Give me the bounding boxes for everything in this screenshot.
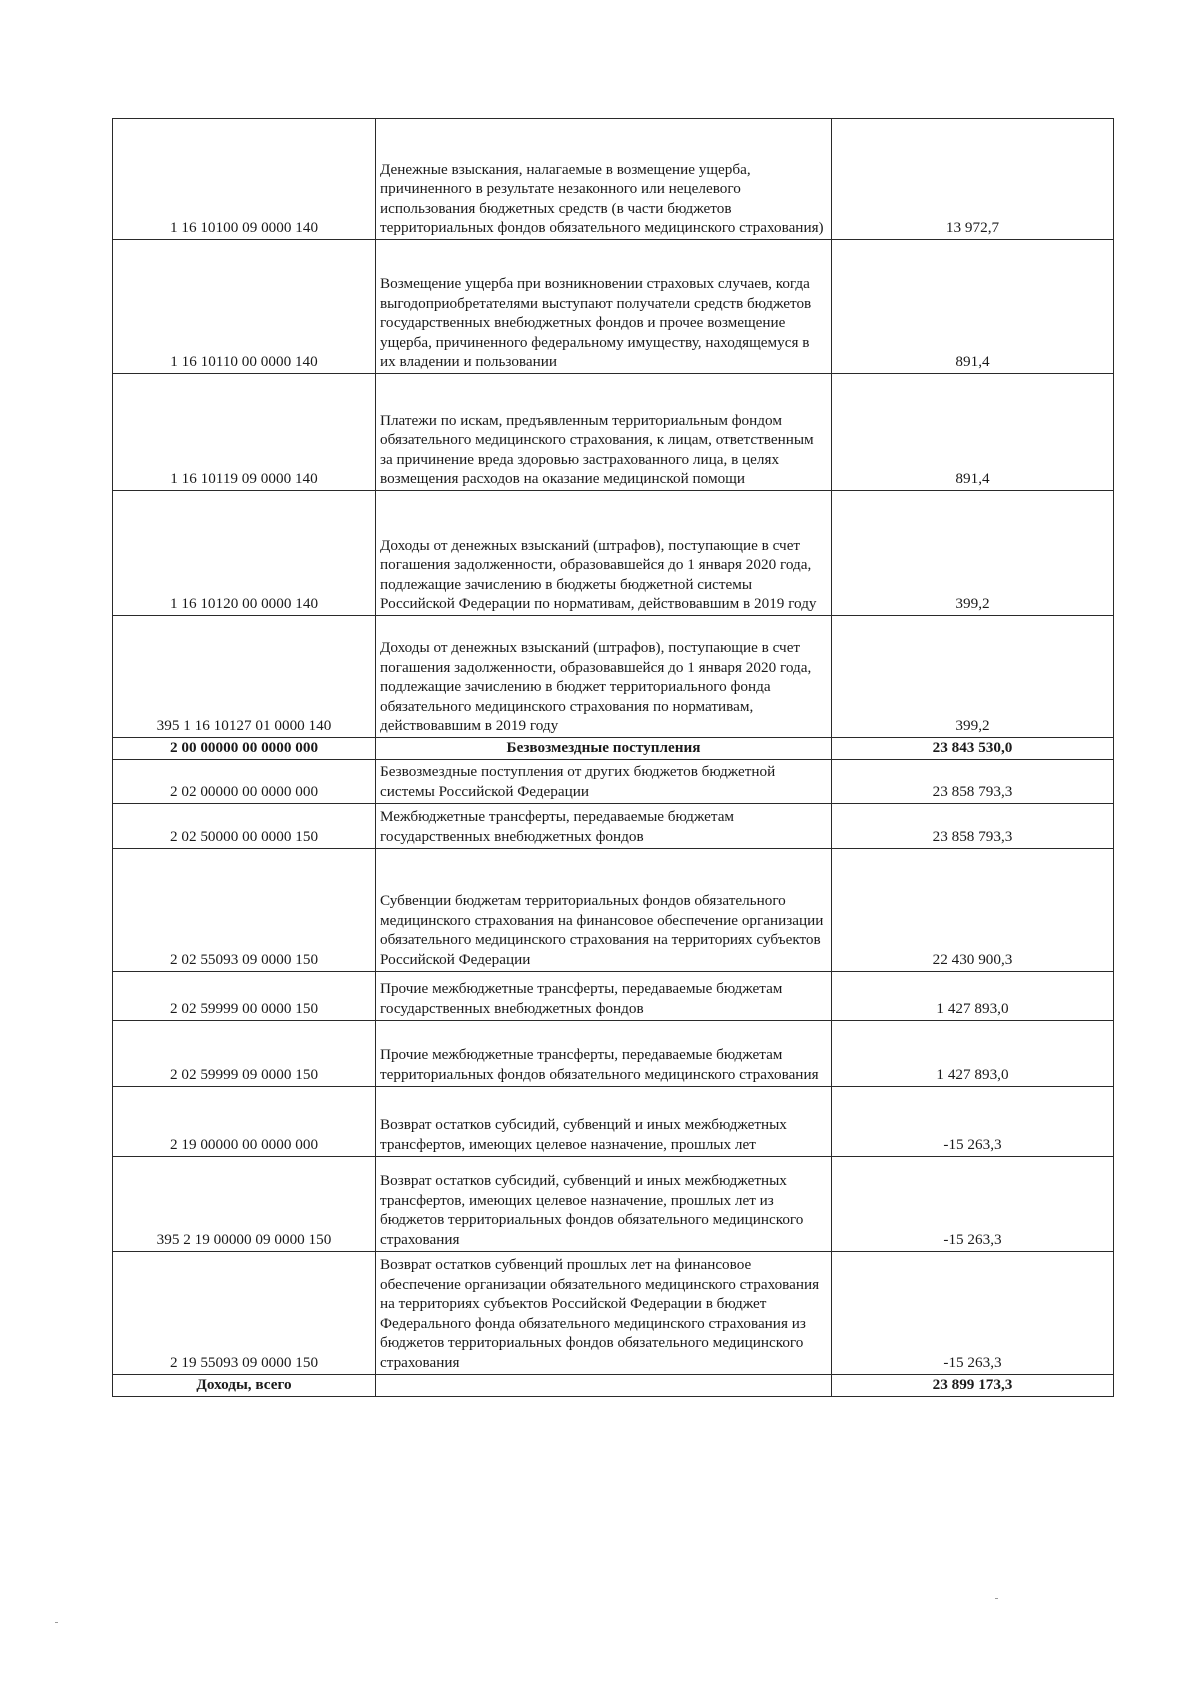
scan-speck bbox=[995, 1598, 998, 1599]
amount-cell: 23 843 530,0 bbox=[832, 738, 1114, 760]
table-row bbox=[113, 759, 1114, 803]
budget-code-cell: 395 2 19 00000 09 0000 150 bbox=[113, 1156, 376, 1251]
total-label-cell: Доходы, всего bbox=[113, 1374, 376, 1396]
budget-code-cell: 2 02 50000 00 0000 150 bbox=[113, 803, 376, 848]
revenue-name-cell: Межбюджетные трансферты, передаваемые бюджетам государственных внебюджетных фондов bbox=[376, 803, 832, 848]
amount-cell: 399,2 bbox=[832, 491, 1114, 616]
revenue-name-cell: Прочие межбюджетные трансферты, передаваемые бюджетам территориальных фондов обязательного медицинского страхования bbox=[376, 1020, 832, 1086]
budget-code-cell: 2 02 59999 09 0000 150 bbox=[113, 1020, 376, 1086]
table-row bbox=[113, 616, 1114, 738]
revenue-name-cell: Возмещение ущерба при возникновении страховых случаев, когда выгодоприобретателями выступают получатели средств бюджетов государственных внебюджетных фондов и прочее возмещение ущерба, причиненного федеральному имуществу, находящемуся в их владении и пользовании bbox=[376, 240, 832, 374]
revenue-name-cell bbox=[376, 1374, 832, 1396]
scan-speck bbox=[55, 1622, 58, 1623]
budget-code-cell: 1 16 10100 09 0000 140 bbox=[113, 119, 376, 240]
revenue-name-cell: Безвозмездные поступления bbox=[376, 738, 832, 760]
table-row-subtotal bbox=[113, 738, 1114, 760]
amount-cell: 13 972,7 bbox=[832, 119, 1114, 240]
table-row bbox=[113, 1020, 1114, 1086]
revenue-name-cell: Доходы от денежных взысканий (штрафов), поступающие в счет погашения задолженности, образовавшейся до 1 января 2020 года, подлежащие зачислению в бюджеты бюджетной системы Российской Федерации по нормативам, действовавшим в 2019 году bbox=[376, 491, 832, 616]
budget-code-cell: 395 1 16 10127 01 0000 140 bbox=[113, 616, 376, 738]
revenue-table bbox=[112, 118, 1114, 1397]
table-row bbox=[113, 491, 1114, 616]
revenue-name-cell: Возврат остатков субсидий, субвенций и иных межбюджетных трансфертов, имеющих целевое назначение, прошлых лет bbox=[376, 1086, 832, 1156]
table-row bbox=[113, 119, 1114, 240]
amount-cell: 399,2 bbox=[832, 616, 1114, 738]
total-amount-cell: 23 899 173,3 bbox=[832, 1374, 1114, 1396]
table-row bbox=[113, 848, 1114, 971]
budget-code-cell: 2 19 00000 00 0000 000 bbox=[113, 1086, 376, 1156]
revenue-name-cell: Субвенции бюджетам территориальных фондов обязательного медицинского страхования на финансовое обеспечение организации обязательного медицинского страхования на территориях субъектов Российской Федерации bbox=[376, 848, 832, 971]
table-row bbox=[113, 1086, 1114, 1156]
amount-cell: 23 858 793,3 bbox=[832, 803, 1114, 848]
amount-cell: 1 427 893,0 bbox=[832, 971, 1114, 1020]
revenue-name-cell: Доходы от денежных взысканий (штрафов), поступающие в счет погашения задолженности, образовавшейся до 1 января 2020 года, подлежащие зачислению в бюджет территориального фонда обязательного медицинского страхования по нормативам, действовавшим в 2019 году bbox=[376, 616, 832, 738]
amount-cell: -15 263,3 bbox=[832, 1086, 1114, 1156]
amount-cell: -15 263,3 bbox=[832, 1251, 1114, 1374]
table-row bbox=[113, 1251, 1114, 1374]
amount-cell: 1 427 893,0 bbox=[832, 1020, 1114, 1086]
amount-cell: 22 430 900,3 bbox=[832, 848, 1114, 971]
table-row bbox=[113, 1156, 1114, 1251]
amount-cell: 23 858 793,3 bbox=[832, 759, 1114, 803]
table-row bbox=[113, 240, 1114, 374]
table-row-total bbox=[113, 1374, 1114, 1396]
budget-code-cell: 1 16 10119 09 0000 140 bbox=[113, 374, 376, 491]
revenue-name-cell: Безвозмездные поступления от других бюджетов бюджетной системы Российской Федерации bbox=[376, 759, 832, 803]
budget-code-cell: 1 16 10120 00 0000 140 bbox=[113, 491, 376, 616]
budget-code-cell: 2 02 55093 09 0000 150 bbox=[113, 848, 376, 971]
revenue-name-cell: Денежные взыскания, налагаемые в возмещение ущерба, причиненного в результате незаконного или нецелевого использования бюджетных средств (в части бюджетов территориальных фондов обязательного медицинского страхования) bbox=[376, 119, 832, 240]
table-row bbox=[113, 803, 1114, 848]
revenue-name-cell: Платежи по искам, предъявленным территориальным фондом обязательного медицинского страхования, к лицам, ответственным за причинение вреда здоровью застрахованного лица, в целях возмещения расходов на оказание медицинской помощи bbox=[376, 374, 832, 491]
amount-cell: 891,4 bbox=[832, 374, 1114, 491]
table-row bbox=[113, 374, 1114, 491]
amount-cell: -15 263,3 bbox=[832, 1156, 1114, 1251]
amount-cell: 891,4 bbox=[832, 240, 1114, 374]
revenue-name-cell: Возврат остатков субсидий, субвенций и иных межбюджетных трансфертов, имеющих целевое назначение, прошлых лет из бюджетов территориальных фондов обязательного медицинского страхования bbox=[376, 1156, 832, 1251]
budget-code-cell: 1 16 10110 00 0000 140 bbox=[113, 240, 376, 374]
revenue-name-cell: Прочие межбюджетные трансферты, передаваемые бюджетам государственных внебюджетных фондов bbox=[376, 971, 832, 1020]
revenue-table-body bbox=[113, 119, 1114, 1397]
budget-code-cell: 2 02 59999 00 0000 150 bbox=[113, 971, 376, 1020]
budget-code-cell: 2 00 00000 00 0000 000 bbox=[113, 738, 376, 760]
revenue-name-cell: Возврат остатков субвенций прошлых лет на финансовое обеспечение организации обязательного медицинского страхования на территориях субъектов Российской Федерации в бюджет Федерального фонда обязательного медицинского страхования из бюджетов территориальных фондов обязательного медицинского страхования bbox=[376, 1251, 832, 1374]
budget-code-cell: 2 02 00000 00 0000 000 bbox=[113, 759, 376, 803]
table-row bbox=[113, 971, 1114, 1020]
budget-code-cell: 2 19 55093 09 0000 150 bbox=[113, 1251, 376, 1374]
